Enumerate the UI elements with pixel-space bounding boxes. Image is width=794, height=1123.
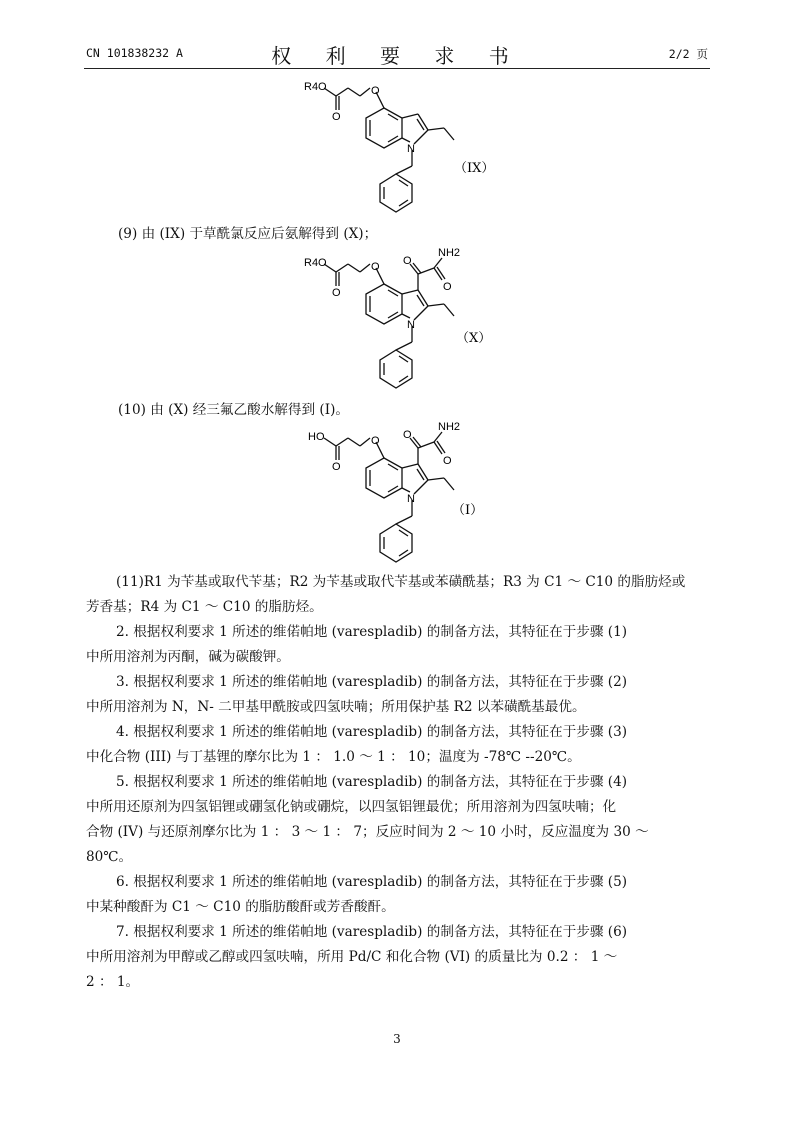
i-n: N <box>407 493 415 505</box>
claim-2-line2: 中所用溶剂为丙酮，碱为碳酸钾。 <box>86 649 290 665</box>
i-amide-o: O <box>443 455 452 467</box>
ix-label: （IX） <box>454 161 495 176</box>
claim-5-line2: 中所用还原剂为四氢铝锂或硼氢化钠或硼烷，以四氢铝锂最优；所用溶剂为四氢呋喃；化 <box>86 799 617 815</box>
claim-6-line2: 中某种酸酐为 C1 ～ C10 的脂肪酸酐或芳香酸酐。 <box>86 899 395 915</box>
header-divider <box>84 68 710 69</box>
claim-4-line2: 中化合物 (III) 与丁基锂的摩尔比为 1 ： 1.0 ～ 1 ： 10；温度为 -78℃ --20℃。 <box>86 749 581 765</box>
x-amide-o: O <box>443 281 452 293</box>
x-ether-o: O <box>371 261 380 273</box>
claim-5-line3: 合物 (IV) 与还原剂摩尔比为 1 ： 3 ～ 1 ： 7；反应时间为 2 ～ 10 小时，反应温度为 30 ～ <box>86 824 649 840</box>
claim-5-line4: 80℃。 <box>86 849 133 865</box>
claims-body <box>86 570 708 995</box>
claim-3-line1: 3. 根据权利要求 1 所述的维偌帕地 (varespladib) 的制备方法，其特征在于步骤 (2) <box>116 674 628 690</box>
page-number: 3 <box>393 1032 401 1046</box>
x-keto-o: O <box>403 255 412 267</box>
claim-7-line3: 2 ： 1。 <box>86 974 140 990</box>
claim-2-line1: 2. 根据权利要求 1 所述的维偌帕地 (varespladib) 的制备方法，其特征在于步骤 (1) <box>116 624 628 640</box>
i-keto-o: O <box>403 429 412 441</box>
i-label: （I） <box>452 503 484 518</box>
p11-line2: 芳香基；R4 为 C1 ～ C10 的脂肪烃。 <box>86 599 323 615</box>
ix-n: N <box>407 143 415 155</box>
claim-7-line1: 7. 根据权利要求 1 所述的维偌帕地 (varespladib) 的制备方法，其特征在于步骤 (6) <box>116 924 628 940</box>
x-carbonyl-o: O <box>332 287 341 299</box>
x-r4o: R4O <box>304 257 327 269</box>
x-n: N <box>407 319 415 331</box>
structure-i <box>292 418 532 568</box>
step-9: (9) 由 (IX) 于草酰氯反应后氨解得到 (X)； <box>118 226 378 242</box>
x-label: （X） <box>456 331 492 346</box>
i-carbonyl-o: O <box>332 461 341 473</box>
claim-6-line1: 6. 根据权利要求 1 所述的维偌帕地 (varespladib) 的制备方法，其特征在于步骤 (5) <box>116 874 628 890</box>
p11-line1: (11)R1 为苄基或取代苄基；R2 为苄基或取代苄基或苯磺酰基；R3 为 C1 ～ C10 的脂肪烃或 <box>116 574 686 590</box>
claim-5-line1: 5. 根据权利要求 1 所述的维偌帕地 (varespladib) 的制备方法，其特征在于步骤 (4) <box>116 774 628 790</box>
claim-7-line2: 中所用溶剂为甲醇或乙醇或四氢呋喃，所用 Pd/C 和化合物 (VI) 的质量比为 0.2 ： 1 ～ <box>86 949 618 965</box>
i-ho: HO <box>308 431 325 443</box>
section-title: 权 利 要 求 书 <box>271 44 523 68</box>
i-nh2: NH2 <box>438 421 461 433</box>
step-10: (10) 由 (X) 经三氟乙酸水解得到 (I)。 <box>118 402 349 418</box>
structure-ix <box>292 74 532 216</box>
page-indicator: 2/2 页 <box>668 47 708 61</box>
ix-r4o: R4O <box>304 81 327 93</box>
ix-carbonyl-o: O <box>332 111 341 123</box>
patent-number: CN 101838232 A <box>86 46 183 60</box>
i-ether-o: O <box>371 435 380 447</box>
claim-4-line1: 4. 根据权利要求 1 所述的维偌帕地 (varespladib) 的制备方法，其特征在于步骤 (3) <box>116 724 628 740</box>
claim-3-line2: 中所用溶剂为 N，N- 二甲基甲酰胺或四氢呋喃；所用保护基 R2 以苯磺酰基最优。 <box>86 699 586 715</box>
structure-x <box>292 244 532 392</box>
ix-ether-o: O <box>371 85 380 97</box>
x-nh2: NH2 <box>438 247 461 259</box>
